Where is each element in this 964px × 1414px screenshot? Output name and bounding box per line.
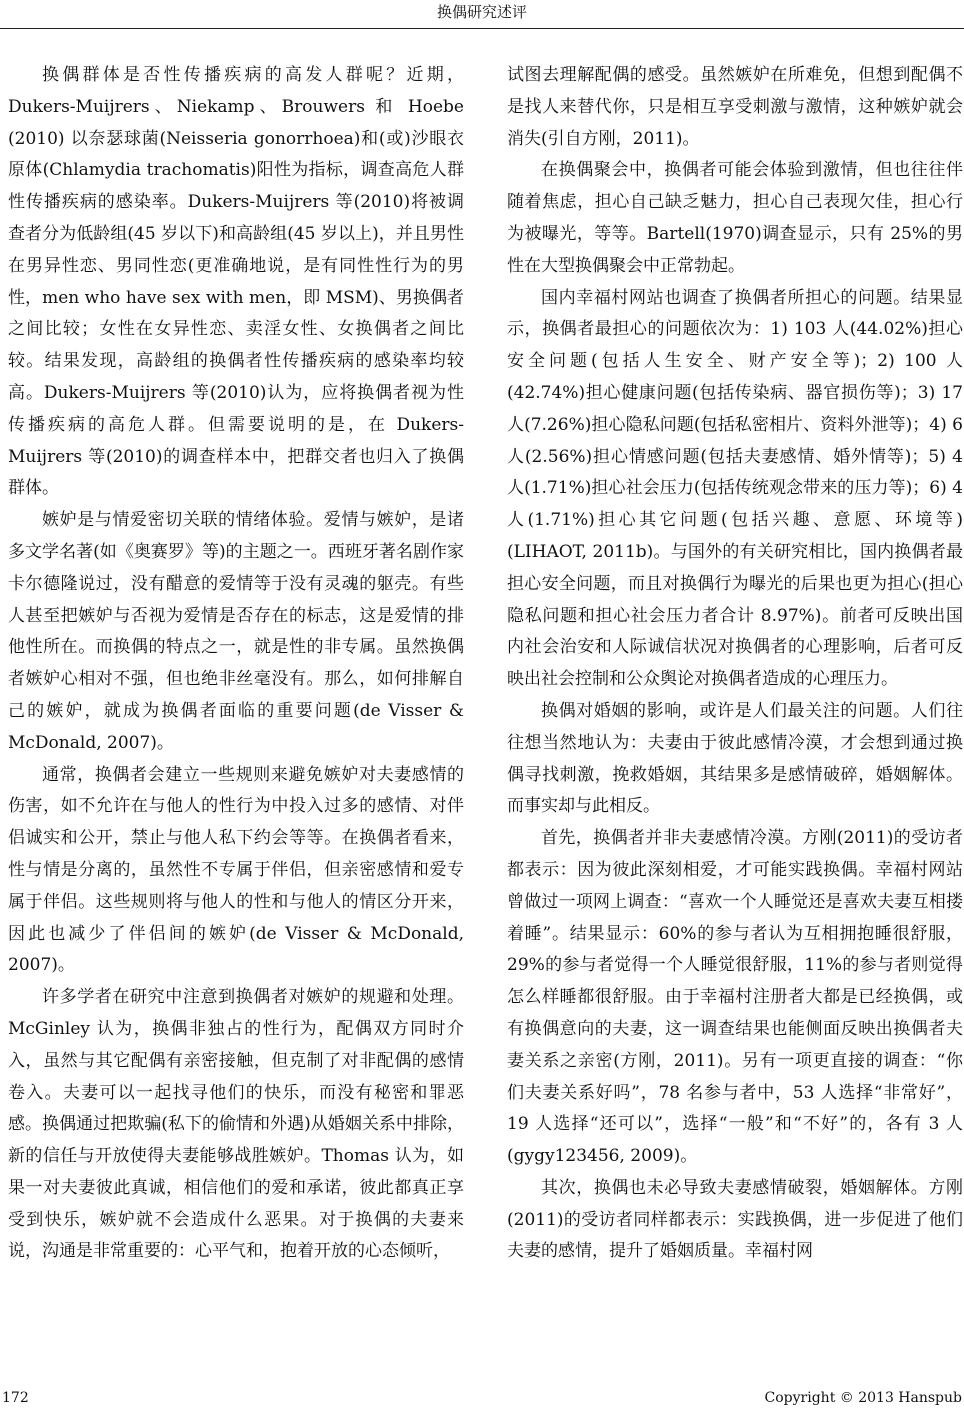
paragraph-continuation: 试图去理解配偶的感受。虽然嫉妒在所难免，但想到配偶不是找人来替代你，只是相互享受刺激与激情，这种嫉妒就会消失(引自方刚，2011)。 <box>507 65 963 149</box>
paragraph-scholars: 许多学者在研究中注意到换偶者对嫉妒的规避和处理。McGinley 认为，换偶非独占的性行为，配偶双方同时介入，虽然与其它配偶有亲密接触，但克制了对非配偶的感情卷入。夫妻可以一起找寻他们的快乐，而没有秘密和罪恶感。换偶通过把欺骗(私下的偷情和外遇)从婚姻关系中排除，新的信任与开放使得夫妻能够战胜嫉妒。Thomas 认为，如果一对夫妻彼此真诚，相信他们的爱和承诺，彼此都真正享受到快乐，嫉妒就不会造成什么恶果。对于换偶的夫妻来说，沟通是非常重要的：心平气和，抱着开放的心态倾听， <box>8 987 464 1262</box>
right-column <box>507 60 963 1268</box>
paragraph-marriage-impact: 换偶对婚姻的影响，或许是人们最关注的问题。人们往往想当然地认为：夫妻由于彼此感情冷漠，才会想到通过换偶寻找刺激，挽救婚姻，其结果多是感情破碎，婚姻解体。而事实却与此相反。 <box>507 700 963 817</box>
paragraph-first-point: 首先，换偶者并非夫妻感情冷漠。方刚(2011)的受访者都表示：因为彼此深刻相爱，才可能实践换偶。幸福村网站曾做过一项网上调查：“喜欢一个人睡觉还是喜欢夫妻互相搂着睡”。结果显示：60%的参与者认为互相拥抱睡很舒服，29%的参与者觉得一个人睡觉很舒服，11%的参与者则觉得怎么样睡都很舒服。由于幸福村注册者大都是已经换偶，或有换偶意向的夫妻，这一调查结果也能侧面反映出换偶者夫妻关系之亲密(方刚，2011)。另有一项更直接的调查：“你们夫妻关系好吗”，78 名参与者中，53 人选择“非常好”，19 人选择“还可以”，选择“一般”和“不好”的，各有 3 人(gygy123456, 2009)。 <box>507 828 963 1167</box>
copyright-notice: Copyright © 2013 Hanspub <box>764 1390 962 1406</box>
left-column <box>8 60 464 1268</box>
paragraph-party-anxiety: 在换偶聚会中，换偶者可能会体验到激情，但也往往伴随着焦虑，担心自己缺乏魅力，担心自己表现欠佳，担心行为被曝光，等等。Bartell(1970)调查显示，只有 25%的男性在大型换偶聚会中正常勃起。 <box>507 160 963 276</box>
paragraph-domestic-survey: 国内幸福村网站也调查了换偶者所担心的问题。结果显示，换偶者最担心的问题依次为：1) 103 人(44.02%)担心安全问题(包括人生安全、财产安全等)；2) 100 人(42.74%)担心健康问题(包括传染病、器官损伤等)；3) 17 人(7.26%)担心隐私问题(包括私密相片、资料外泄等)；4) 6 人(2.56%)担心情感问题(包括夫妻感情、婚外情等)；5) 4 人(1.71%)担心社会压力(包括传统观念带来的压力等)；6) 4 人(1.71%)担心其它问题(包括兴趣、意愿、环境等) (LIHAOT, 2011b)。与国外的有关研究相比，国内换偶者最担心安全问题，而且对换偶行为曝光的后果也更为担心(担心隐私问题和担心社会压力者合计 8.97%)。前者可反映出国内社会治安和人际诚信状况对换偶者的心理影响，后者可反映出社会控制和公众舆论对换偶者造成的心理压力。 <box>507 287 963 690</box>
paragraph-second-point: 其次，换偶也未必导致夫妻感情破裂，婚姻解体。方刚(2011)的受访者同样都表示：实践换偶，进一步促进了他们夫妻的感情，提升了婚姻质量。幸福村网 <box>507 1177 963 1262</box>
paragraph-jealousy-intro: 嫉妒是与情爱密切关联的情绪体验。爱情与嫉妒，是诸多文学名著(如《奥赛罗》等)的主题之一。西班牙著名剧作家卡尔德隆说过，没有醋意的爱情等于没有灵魂的躯壳。有些人甚至把嫉妒与否视为爱情是否存在的标志，这是爱情的排他性所在。而换偶的特点之一，就是性的非专属。虽然换偶者嫉妒心相对不强，但也绝非丝毫没有。那么，如何排解自己的嫉妒，就成为换偶者面临的重要问题(de Visser & McDonald, 2007)。 <box>8 510 464 753</box>
header-rule <box>0 28 964 29</box>
paragraph-rules: 通常，换偶者会建立一些规则来避免嫉妒对夫妻感情的伤害，如不允许在与他人的性行为中投入过多的感情、对伴侣诚实和公开，禁止与他人私下约会等等。在换偶者看来，性与情是分离的，虽然性不专属于伴侣，但亲密感情和爱专属于伴侣。这些规则将与他人的性和与他人的情区分开来，因此也减少了伴侣间的嫉妒(de Visser & McDonald, 2007)。 <box>8 764 464 976</box>
running-header: 换偶研究述评 <box>436 3 527 21</box>
paragraph-std-prevalence: 换偶群体是否性传播疾病的高发人群呢？近期，Dukers-Muijrers、Niekamp、Brouwers 和 Hoebe (2010) 以奈瑟球菌(Neisseria gonorrhoea)和(或)沙眼衣原体(Chlamydia trachomatis)阳性为指标，调查高危人群性传播疾病的感染率。Dukers-Muijrers 等(2010)将被调查者分为低龄组(45 岁以下)和高龄组(45 岁以上)，并且男性在男异性恋、男同性恋(更准确地说，是有同性性行为的男性，men who have sex with men，即 MSM)、男换偶者之间比较；女性在女异性恋、卖淫女性、女换偶者之间比较。结果发现，高龄组的换偶者性传播疾病的感染率均较高。Dukers-Muijrers 等(2010)认为，应将换偶者视为性传播疾病的高危人群。但需要说明的是，在 Dukers-Muijrers 等(2010)的调查样本中，把群交者也归入了换偶群体。 <box>8 65 464 499</box>
page-number: 172 <box>2 1390 29 1406</box>
